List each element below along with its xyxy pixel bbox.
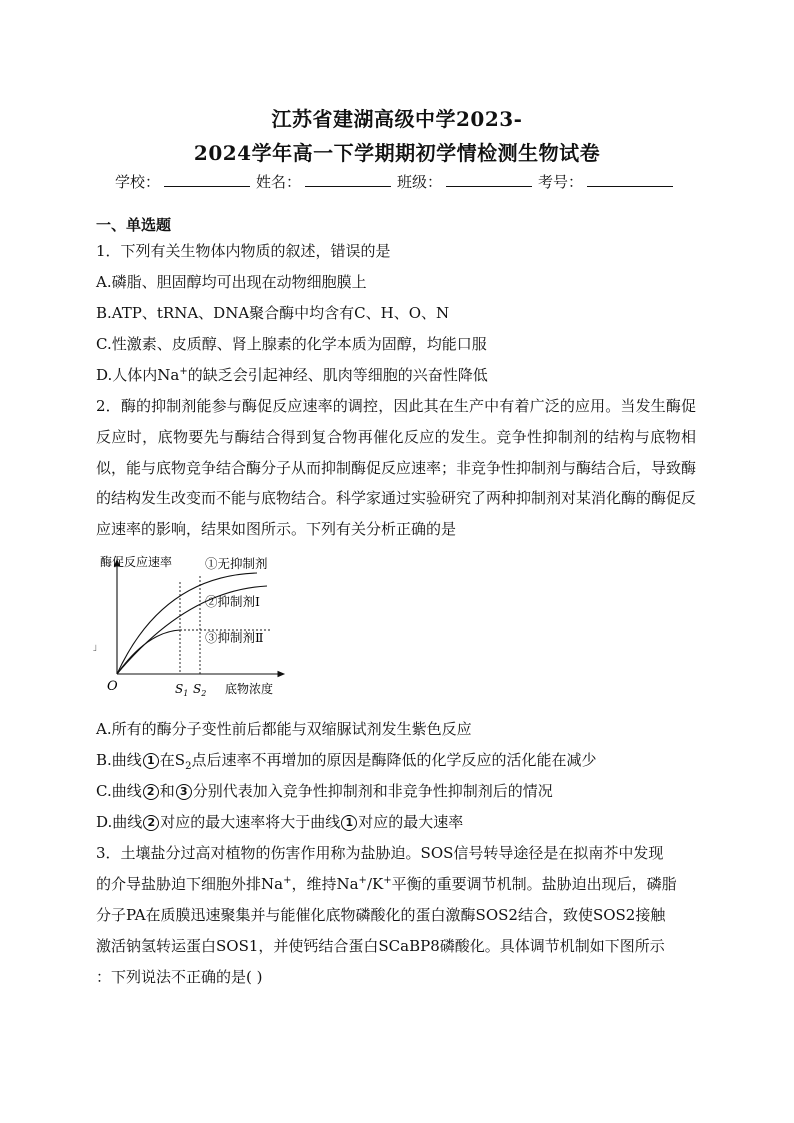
q3-line5: ：下列说法不正确的是( )	[96, 968, 263, 986]
origin-label: O	[107, 679, 118, 694]
q3-text: 平衡的重要调节机制。盐胁迫出现后，磷脂	[391, 875, 677, 893]
exam-title-line1: 江苏省建湖高级中学2023-	[271, 107, 523, 131]
superscript: +	[383, 875, 392, 886]
curve2-label: ②抑制剂Ⅰ	[205, 594, 260, 609]
q2-option-a: A.所有的酶分子变性前后都能与双缩脲试剂发生紫色反应	[96, 720, 472, 738]
q1-stem: 1．下列有关生物体内物质的叙述，错误的是	[96, 242, 391, 260]
curve3-label: ③抑制剂Ⅱ	[205, 630, 264, 645]
q1-option-d-text: 的缺乏会引起神经、肌肉等细胞的兴奋性降低	[187, 366, 488, 384]
q2-option-b-text: B.曲线	[96, 751, 142, 769]
stray-mark: 」	[93, 643, 103, 653]
circled-number: 3	[176, 784, 192, 800]
school-label: 学校：	[114, 173, 160, 191]
q2-option-b-text: 点后速率不再增加的原因是酶降低的化学反应的活化能在减少	[191, 751, 597, 769]
q3-text: ，维持Na	[291, 875, 359, 893]
q1-option-c: C.性激素、皮质醇、肾上腺素的化学本质为固醇，均能口服	[96, 335, 487, 353]
curve1-label: ①无抑制剂	[205, 556, 268, 571]
circled-number: 1	[341, 815, 357, 831]
q3-text: /K	[366, 875, 384, 893]
superscript: +	[179, 366, 188, 377]
class-blank[interactable]	[446, 172, 532, 187]
q1-option-b: B.ATP、tRNA、DNA聚合酶中均含有C、H、O、N	[96, 304, 450, 322]
q2-option-c-text: C.曲线	[96, 782, 142, 800]
q2-option-c-text: 和	[159, 782, 175, 800]
q3-line4: 激活钠氢转运蛋白SOS1，并使钙结合蛋白SCaBP8磷酸化。具体调节机制如下图所示	[96, 937, 665, 955]
name-label: 姓名：	[255, 173, 301, 191]
q2-option-d	[96, 811, 463, 832]
q2-stem: 2．酶的抑制剂能参与酶促反应速率的调控，因此其在生产中有着广泛的应用。当发生酶促反应时，底物要先与酶结合得到复合物再催化反应的发生。竞争性抑制剂的结构与底物相似，能与底物竞争结合酶分子从而抑制酶促反应速率；非竞争性抑制剂与酶结合后，导致酶的结构发生改变而不能与底物结合。科学家通过实验研究了两种抑制剂对某消化酶的酶促反应速率的影响，结果如图所示。下列有关分析正确的是	[96, 397, 697, 539]
section-title: 一、单选题	[96, 216, 172, 234]
student-info-row	[0, 171, 794, 192]
circled-number: 1	[143, 753, 159, 769]
y-axis-label: 酶促反应速率	[100, 555, 173, 569]
circled-number: 2	[143, 815, 159, 831]
q2-option-d-text: D.曲线	[96, 813, 143, 831]
q3-line1: 3．土壤盐分过高对植物的伤害作用称为盐胁迫。SOS信号转导途径是在拟南芥中发现	[96, 844, 664, 862]
q3-text: 的介导盐胁迫下细胞外排Na	[96, 875, 284, 893]
q2-option-c	[96, 780, 553, 801]
q2-option-b-text: 在S	[159, 751, 186, 769]
x-axis-label: 底物浓度	[225, 682, 274, 696]
school-blank[interactable]	[164, 172, 250, 187]
s1-label: $S_1$	[175, 682, 189, 698]
curve-no-inhibitor	[117, 573, 257, 674]
subscript: 2	[185, 761, 192, 772]
enzyme-rate-chart	[92, 548, 292, 700]
class-label: 班级：	[397, 173, 443, 191]
exam-title-line2: 2024学年高一下学期期初学情检测生物试卷	[193, 141, 601, 165]
curve-inhibitor-2	[117, 630, 180, 674]
s2-label: $S_2$	[193, 682, 207, 698]
q2-option-b	[96, 749, 596, 772]
q2-option-d-text: 对应的最大速率将大于曲线	[160, 813, 341, 831]
name-blank[interactable]	[305, 172, 391, 187]
q2-option-d-text: 对应的最大速率	[358, 813, 464, 831]
q1-option-a: A.磷脂、胆固醇均可出现在动物细胞膜上	[96, 273, 367, 291]
q3-line3: 分子PA在质膜迅速聚集并与能催化底物磷酸化的蛋白激酶SOS2结合，致使SOS2接触	[96, 906, 666, 924]
circled-number: 2	[143, 784, 159, 800]
exam-number-label: 考号：	[538, 173, 584, 191]
superscript: +	[283, 875, 292, 886]
q3-line2	[96, 873, 677, 894]
q2-option-c-text: 分别代表加入竞争性抑制剂和非竞争性抑制剂后的情况	[192, 782, 553, 800]
q1-option-d-text: D.人体内Na	[96, 366, 180, 384]
superscript: +	[358, 875, 367, 886]
exam-number-blank[interactable]	[587, 172, 673, 187]
q1-option-d	[96, 364, 488, 385]
